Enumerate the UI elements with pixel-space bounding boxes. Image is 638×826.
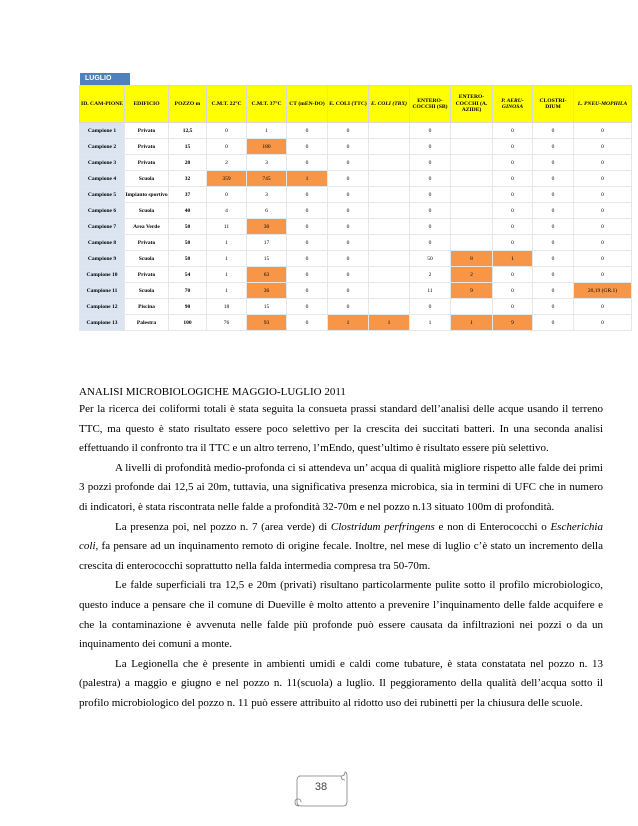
table-row: [80, 123, 632, 139]
table-cell: 0: [287, 187, 328, 203]
table-row: [80, 171, 632, 187]
table-cell: Palestra: [125, 315, 169, 331]
section-title: ANALISI MICROBIOLOGICHE MAGGIO-LUGLIO 2011: [79, 386, 346, 398]
table-cell: 0: [493, 235, 533, 251]
table-cell: 0: [410, 219, 451, 235]
table-cell: Scuola: [125, 171, 169, 187]
table-cell: 36: [247, 283, 287, 299]
table-cell: 0: [574, 139, 632, 155]
table-row: [80, 219, 632, 235]
table-cell: 0: [574, 171, 632, 187]
table-cell: 50: [410, 251, 451, 267]
table-cell: 0: [533, 299, 574, 315]
sample-id-cell: Campione 8: [80, 235, 125, 251]
table-cell: 6: [247, 203, 287, 219]
month-tab: LUGLIO: [80, 73, 130, 85]
column-header: E. COLI (TTC): [328, 86, 369, 123]
table-cell: 0: [533, 283, 574, 299]
table-cell: 0: [207, 123, 247, 139]
table-cell: 0: [493, 283, 533, 299]
table-cell: 17: [247, 235, 287, 251]
table-cell: Privato: [125, 139, 169, 155]
sample-id-cell: Campione 4: [80, 171, 125, 187]
table-cell: 0: [410, 203, 451, 219]
table-cell: 0: [207, 187, 247, 203]
table-cell: 30: [247, 219, 287, 235]
column-header: CT (mEN-DO): [287, 86, 328, 123]
table-cell: 2: [207, 155, 247, 171]
table-cell: [369, 251, 410, 267]
table-cell: 0: [574, 203, 632, 219]
table-cell: 0: [287, 235, 328, 251]
sample-id-cell: Campione 11: [80, 283, 125, 299]
table-row: [80, 203, 632, 219]
table-cell: [369, 219, 410, 235]
column-header: ID. CAM-PIONE: [80, 86, 125, 123]
table-row: [80, 187, 632, 203]
table-cell: 0: [533, 155, 574, 171]
table-cell: Scuola: [125, 251, 169, 267]
sample-id-cell: Campione 12: [80, 299, 125, 315]
table-row: [80, 283, 632, 299]
table-cell: 32: [169, 171, 207, 187]
column-header: CLOSTRI-DIUM: [533, 86, 574, 123]
table-cell: 3: [247, 187, 287, 203]
paragraph-3-part: La presenza poi, nel pozzo n. 7 (area verde) di: [115, 520, 331, 533]
table-cell: 0: [410, 123, 451, 139]
paragraph-5: La Legionella che è presente in ambienti umidi e caldi come tubature, è stata constatata nel pozzo n. 13 (palestra) a maggio e giugno e nel pozzo n. 11(scuola) a luglio. Il peggioramento della qualità dell’acqua sotto il profilo microbiologico del pozzo n. 11 può essere attribuito al ridotto uso dei rubinetti per la chiusura delle scuole.: [79, 657, 603, 709]
table-cell: 0: [207, 139, 247, 155]
table-cell: [451, 123, 493, 139]
paragraph-3-part: , fa pensare ad un inquinamento remoto di origine fecale. Inoltre, nel mese di luglio c’è stato un incremento della crescita di enterococchi soprattutto nella falda intermedia compresa tra 50-70m.: [79, 540, 603, 572]
column-header: P. AERU-GINOSA: [493, 86, 533, 123]
table-cell: 0: [287, 283, 328, 299]
column-header: EDIFICIO: [125, 86, 169, 123]
page-number-scroll: [293, 770, 349, 808]
table-cell: 0: [574, 123, 632, 139]
table-cell: 0: [493, 123, 533, 139]
table-cell: 40: [169, 203, 207, 219]
table-header-row: [80, 86, 632, 123]
table-cell: 2: [410, 267, 451, 283]
table-cell: 0: [574, 219, 632, 235]
body-text: [79, 400, 603, 714]
table-cell: 0: [574, 251, 632, 267]
table-cell: 0: [493, 299, 533, 315]
table-cell: 76: [207, 315, 247, 331]
table-cell: [369, 171, 410, 187]
column-header: C.M.T. 22°C: [207, 86, 247, 123]
table-cell: 0: [287, 155, 328, 171]
table-cell: 0: [574, 315, 632, 331]
table-cell: Impianto sportivo: [125, 187, 169, 203]
table-cell: 90: [169, 299, 207, 315]
table-cell: 20: [169, 155, 207, 171]
table-cell: 0: [533, 315, 574, 331]
column-header: C.M.T. 37°C: [247, 86, 287, 123]
table-cell: 50: [169, 251, 207, 267]
column-header: E. COLI (TBX): [369, 86, 410, 123]
table-cell: 15: [247, 251, 287, 267]
table-cell: [451, 203, 493, 219]
table-row: [80, 299, 632, 315]
table-cell: 0: [574, 235, 632, 251]
table-cell: 100: [169, 315, 207, 331]
table-cell: 0: [533, 123, 574, 139]
table-cell: [451, 235, 493, 251]
table-cell: 0: [574, 187, 632, 203]
table-cell: 50: [169, 235, 207, 251]
table-cell: 0: [287, 219, 328, 235]
sample-id-cell: Campione 5: [80, 187, 125, 203]
table-cell: 0: [328, 155, 369, 171]
table-cell: Scuola: [125, 283, 169, 299]
microbiology-table: [79, 85, 632, 331]
table-cell: [369, 139, 410, 155]
table-cell: 0: [328, 219, 369, 235]
table-cell: 0: [287, 299, 328, 315]
sample-id-cell: Campione 1: [80, 123, 125, 139]
table-cell: 0: [410, 299, 451, 315]
table-cell: 3: [247, 155, 287, 171]
table-cell: 0: [533, 251, 574, 267]
table-cell: 0: [533, 203, 574, 219]
table-cell: 9: [493, 315, 533, 331]
table-row: [80, 235, 632, 251]
table-cell: 0: [328, 267, 369, 283]
table-cell: 70: [169, 283, 207, 299]
data-table-container: [79, 73, 635, 331]
column-header: POZZO m: [169, 86, 207, 123]
table-cell: 0: [574, 299, 632, 315]
table-row: [80, 315, 632, 331]
table-cell: 9: [451, 283, 493, 299]
table-cell: 93: [247, 315, 287, 331]
table-cell: [369, 235, 410, 251]
table-cell: Piscina: [125, 299, 169, 315]
table-cell: 37: [169, 187, 207, 203]
table-cell: 0: [410, 155, 451, 171]
table-cell: [451, 187, 493, 203]
table-cell: Scuola: [125, 203, 169, 219]
table-cell: 0: [328, 235, 369, 251]
table-cell: Privato: [125, 235, 169, 251]
table-cell: 0: [493, 187, 533, 203]
sample-id-cell: Campione 13: [80, 315, 125, 331]
species-escherichia: Escherichia coli: [79, 520, 603, 553]
table-cell: 1: [287, 171, 328, 187]
table-cell: 180: [247, 139, 287, 155]
table-cell: 1: [207, 251, 247, 267]
table-body: [80, 123, 632, 331]
table-cell: 4: [207, 203, 247, 219]
table-cell: 0: [328, 123, 369, 139]
table-cell: Privato: [125, 155, 169, 171]
table-cell: [369, 187, 410, 203]
table-cell: [369, 267, 410, 283]
column-header: ENTERO-COCCHI (A. AZIDE): [451, 86, 493, 123]
table-cell: [451, 171, 493, 187]
table-cell: 0: [533, 267, 574, 283]
table-cell: 11: [410, 283, 451, 299]
table-cell: 1: [493, 251, 533, 267]
table-cell: 0: [328, 203, 369, 219]
table-cell: 0: [533, 219, 574, 235]
table-cell: [451, 139, 493, 155]
table-row: [80, 155, 632, 171]
paragraph-3: [79, 518, 603, 577]
table-cell: [369, 299, 410, 315]
table-cell: 0: [493, 139, 533, 155]
table-cell: 15: [247, 299, 287, 315]
table-cell: 0: [287, 123, 328, 139]
table-cell: 63: [247, 267, 287, 283]
table-cell: [369, 283, 410, 299]
paragraph-3-part: e non di Enterococchi o: [434, 520, 551, 533]
table-cell: Privato: [125, 267, 169, 283]
table-cell: 1: [207, 267, 247, 283]
table-cell: 0: [328, 283, 369, 299]
table-cell: 0: [533, 187, 574, 203]
table-cell: [369, 155, 410, 171]
table-row: [80, 251, 632, 267]
sample-id-cell: Campione 10: [80, 267, 125, 283]
table-cell: 745: [247, 171, 287, 187]
table-cell: 8: [451, 251, 493, 267]
table-cell: 0: [410, 139, 451, 155]
species-clostridium: Clostridum perfringens: [330, 520, 435, 533]
table-cell: 0: [410, 171, 451, 187]
table-cell: [369, 123, 410, 139]
table-cell: 0: [493, 171, 533, 187]
table-cell: 0: [410, 235, 451, 251]
sample-id-cell: Campione 7: [80, 219, 125, 235]
table-cell: 0: [328, 187, 369, 203]
table-cell: [451, 299, 493, 315]
table-cell: 359: [207, 171, 247, 187]
table-cell: 1: [369, 315, 410, 331]
table-cell: [451, 155, 493, 171]
table-cell: 0: [328, 139, 369, 155]
table-cell: Privato: [125, 123, 169, 139]
table-row: [80, 267, 632, 283]
table-cell: 0: [493, 219, 533, 235]
table-cell: 12,5: [169, 123, 207, 139]
paragraph-4: Le falde superficiali tra 12,5 e 20m (privati) risultano particolarmente pulite sotto il profilo microbiologico, questo induce a pensare che il comune di Dueville è molto attento a prevenire l’inquinamento delle falde acquifere e che la contaminazione è avvenuta nelle falde più profonde può essere causata da infiltrazioni nei pozzi o da un inquinamento dei comuni a monte.: [79, 579, 603, 651]
table-cell: 0: [533, 139, 574, 155]
column-header: L. PNEU-MOPHILA: [574, 86, 632, 123]
table-cell: 15: [169, 139, 207, 155]
table-row: [80, 139, 632, 155]
table-cell: 0: [574, 267, 632, 283]
table-cell: 0: [287, 251, 328, 267]
table-cell: 0: [287, 139, 328, 155]
table-cell: 0: [493, 203, 533, 219]
table-cell: 20,19 (GR.1): [574, 283, 632, 299]
table-cell: 2: [451, 267, 493, 283]
table-cell: 1: [410, 315, 451, 331]
table-cell: 1: [328, 315, 369, 331]
table-cell: 1: [207, 283, 247, 299]
table-cell: 0: [533, 171, 574, 187]
table-cell: 0: [533, 235, 574, 251]
table-cell: 1: [451, 315, 493, 331]
paragraph-2: A livelli di profondità medio-profonda ci si attendeva un’ acqua di qualità migliore rispetto alle falde dei primi 3 pozzi profonde dai 12,5 ai 20m, tuttavia, una significativa presenza microbica, sia in termini di UFC che in numero di indicatori, è stata riscontrata nelle falde a profondità 32-70m e nel pozzo n.13 situato 100m di profondità.: [79, 461, 603, 513]
table-cell: Area Verde: [125, 219, 169, 235]
table-cell: 0: [493, 155, 533, 171]
table-cell: 1: [247, 123, 287, 139]
table-cell: 0: [410, 187, 451, 203]
table-cell: [451, 219, 493, 235]
table-cell: 50: [169, 219, 207, 235]
sample-id-cell: Campione 3: [80, 155, 125, 171]
sample-id-cell: Campione 2: [80, 139, 125, 155]
table-cell: 18: [207, 299, 247, 315]
table-cell: 0: [287, 203, 328, 219]
sample-id-cell: Campione 9: [80, 251, 125, 267]
table-cell: 0: [493, 267, 533, 283]
page-number: 38: [314, 781, 328, 793]
table-cell: 0: [328, 171, 369, 187]
paragraph-1: Per la ricerca dei coliformi totali è stata seguita la consueta prassi standard dell’analisi delle acque usando il terreno TTC, ma questo è stato risultato essere poco selettivo per la crescita dei succitati batteri. In una seconda analisi effettuando il confronto tra il TTC e un altro terreno, l’mEndo, quest’ultimo è risultato essere più selettivo.: [79, 403, 603, 455]
table-cell: 0: [287, 267, 328, 283]
table-cell: [369, 203, 410, 219]
table-cell: 0: [574, 155, 632, 171]
table-cell: 54: [169, 267, 207, 283]
column-header: ENTERO-COCCHI (SB): [410, 86, 451, 123]
table-cell: 0: [328, 299, 369, 315]
table-cell: 0: [287, 315, 328, 331]
table-cell: 0: [328, 251, 369, 267]
table-cell: 11: [207, 219, 247, 235]
table-cell: 1: [207, 235, 247, 251]
sample-id-cell: Campione 6: [80, 203, 125, 219]
